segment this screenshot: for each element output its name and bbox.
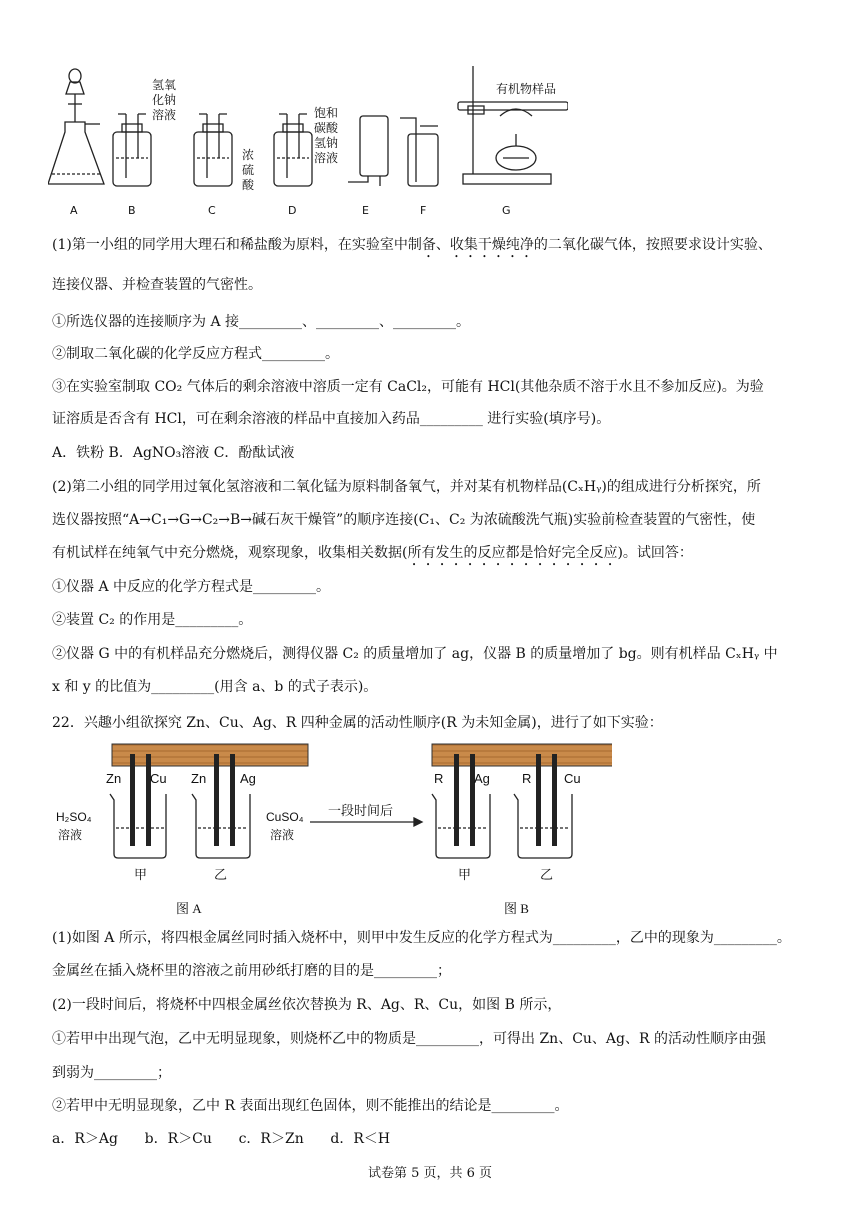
- q1-options: A．铁粉 B．AgNO₃溶液 C．酚酞试液: [52, 445, 295, 461]
- q22-l1: (1)如图 A 所示，将四根金属丝同时插入烧杯中，则甲中发生反应的化学方程式为_________，乙中的现象为_________。: [52, 930, 791, 946]
- svg-text:G: G: [502, 204, 511, 217]
- h2so4-label: H₂SO₄: [56, 810, 92, 824]
- a-yi-label: 乙: [214, 867, 228, 882]
- page-footer: 试卷第 5 页，共 6 页: [367, 1166, 493, 1181]
- svg-text:F: F: [420, 204, 427, 217]
- h2so4-solution-label: 溶液: [58, 828, 83, 842]
- a-yi-metal-1: Zn: [191, 771, 207, 786]
- q22-stem: 22．兴趣小组欲探究 Zn、Cu、Ag、R 四种金属的活动性顺序(R 为未知金属)，进行了如下实验：: [52, 715, 663, 731]
- a-yi-metal-2: Ag: [240, 771, 256, 786]
- svg-text:B: B: [128, 204, 136, 217]
- q22-l6: ②若甲中无明显现象，乙中 R 表面出现红色固体，则不能推出的结论是_________。: [52, 1098, 569, 1114]
- figure-a-caption: 图 A: [176, 901, 202, 916]
- q2-s2: ②装置 C₂ 的作用是_________。: [52, 612, 253, 628]
- apparatus-figure: [48, 62, 568, 222]
- q1-s2: ②制取二氧化碳的化学反应方程式_________。: [52, 346, 339, 362]
- reagent-d-label: 饱和 碳酸 氢钠 溶液: [314, 106, 339, 165]
- q2-s3b: x 和 y 的比值为_________(用含 a、b 的式子表示)。: [52, 679, 378, 695]
- reagent-c-label: 浓 硫 酸: [242, 148, 255, 192]
- b-yi-metal-1: R: [522, 771, 532, 786]
- q2-s1: ①仪器 A 中反应的化学方程式是_________。: [52, 579, 331, 595]
- arrow-text: 一段时间后: [328, 803, 394, 818]
- svg-text:D: D: [288, 204, 297, 217]
- q2-l2: 选仪器按照“A→C₁→G→C₂→B→碱石灰干燥管”的顺序连接(C₁、C₂ 为浓硫酸洗气瓶)实验前检查装置的气密性，使: [52, 512, 756, 528]
- q1-s3b: 证溶质是否含有 HCl，可在剩余溶液的样品中直接加入药品_________ 进行实验(填序号)。: [52, 411, 611, 427]
- cuso4-solution-label: 溶液: [270, 828, 295, 842]
- q22-l3: (2)一段时间后，将烧杯中四根金属丝依次替换为 R、Ag、R、Cu，如图 B 所示，: [52, 997, 562, 1013]
- a-jia-metal-2: Cu: [150, 771, 167, 786]
- q1-s1: ①所选仪器的连接顺序为 A 接_________、_________、_________。: [52, 314, 471, 330]
- b-jia-metal-2: Ag: [474, 771, 490, 786]
- b-jia-metal-1: R: [434, 771, 444, 786]
- reagent-b-label: 氢氧 化钠 溶液: [152, 78, 177, 122]
- q22-l2: 金属丝在插入烧杯里的溶液之前用砂纸打磨的目的是_________；: [52, 963, 451, 979]
- q2-l3: 有机试样在纯氧气中充分燃烧，观察现象，收集相关数据(所有发生的反应都是恰好完全反应)。试回答：: [52, 545, 693, 561]
- svg-text:C: C: [208, 204, 216, 217]
- b-yi-label: 乙: [540, 867, 554, 882]
- q22-l4: ①若甲中出现气泡，乙中无明显现象，则烧杯乙中的物质是_________，可得出 Zn、Cu、Ag、R 的活动性顺序由强: [52, 1031, 766, 1047]
- a-jia-label: 甲: [134, 867, 148, 882]
- q22-options: a．R＞Ag b．R＞Cu c．R＞Zn d．R＜H: [52, 1131, 391, 1147]
- q22-l5: 到弱为_________；: [52, 1065, 171, 1081]
- q1-s3a: ③在实验室制取 CO₂ 气体后的剩余溶液中溶质一定有 CaCl₂，可能有 HCl(其他杂质不溶于水且不参加反应)。为验: [52, 379, 764, 395]
- beaker-figure: [52, 742, 612, 920]
- q1-intro-line2: 连接仪器、并检查装置的气密性。: [52, 277, 262, 293]
- cuso4-label: CuSO₄: [266, 810, 304, 824]
- svg-text:A: A: [70, 204, 78, 217]
- sample-label: 有机物样品: [496, 82, 557, 96]
- svg-text:E: E: [362, 204, 369, 217]
- q2-l1: (2)第二小组的同学用过氧化氢溶液和二氧化锰为原料制备氧气，并对某有机物样品(CₓHᵧ)的组成进行分析探究，所: [52, 479, 761, 495]
- figure-b-caption: 图 B: [504, 901, 529, 916]
- q1-intro: (1)第一小组的同学用大理石和稀盐酸为原料，在实验室中制备、收集干燥纯净的二氧化碳气体，按照要求设计实验、: [52, 237, 772, 253]
- a-jia-metal-1: Zn: [106, 771, 122, 786]
- b-yi-metal-2: Cu: [564, 771, 581, 786]
- q2-s3a: ②仪器 G 中的有机样品充分燃烧后，测得仪器 C₂ 的质量增加了 ag，仪器 B 的质量增加了 bg。则有机样品 CₓHᵧ 中: [52, 646, 778, 662]
- b-jia-label: 甲: [458, 867, 472, 882]
